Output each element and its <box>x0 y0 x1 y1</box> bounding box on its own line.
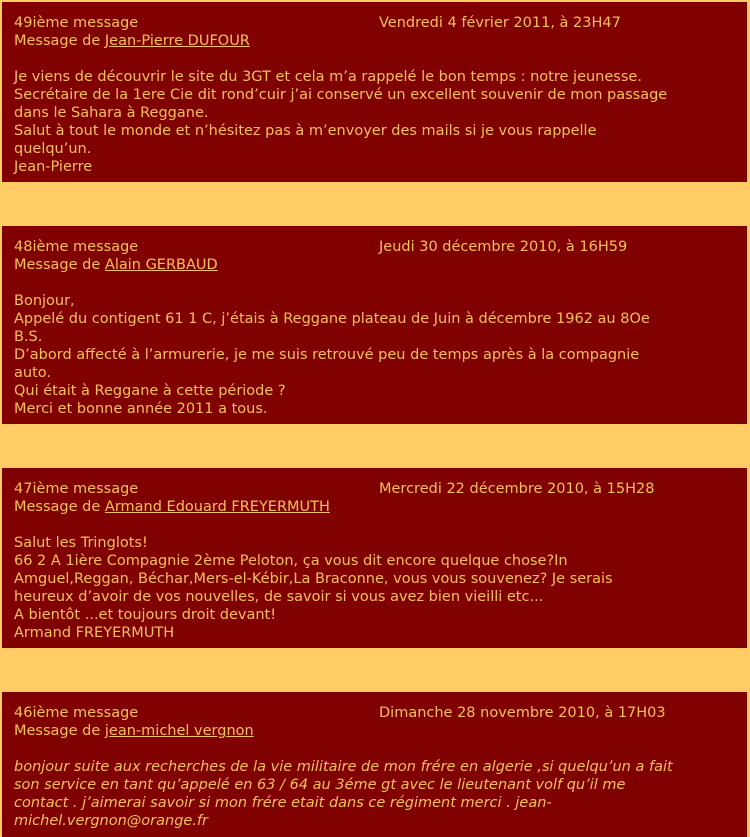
message-line: son service en tant qu’appelé en 63 / 64 au 3éme gt avec le lieutenant volf qu’il me <box>14 777 626 793</box>
message-line: Merci et bonne année 2011 a tous. <box>14 401 268 417</box>
message-body <box>14 758 737 830</box>
message-from <box>14 498 330 516</box>
message-header <box>14 704 737 740</box>
message-number: 48ième message <box>14 239 139 255</box>
author-link[interactable]: Armand Edouard FREYERMUTH <box>104 499 330 515</box>
message-header <box>14 14 737 50</box>
message-line: Amguel,Reggan, Béchar,Mers-el-Kébir,La Braconne, vous vous souvenez? Je serais <box>14 571 613 587</box>
author-link[interactable]: jean-michel vergnon <box>104 723 254 739</box>
message-line: Armand FREYERMUTH <box>14 625 175 641</box>
message-date: Mercredi 22 décembre 2010, à 15H28 <box>379 481 655 497</box>
message-49 <box>2 2 747 182</box>
message-line: Secrétaire de la 1ere Cie dit rond’cuir j’ai conservé un excellent souvenir de mon passage <box>14 87 668 103</box>
message-line: Salut les Tringlots! <box>14 535 148 551</box>
message-line: Je viens de découvrir le site du 3GT et cela m’a rappelé le bon temps : notre jeunesse. <box>14 69 642 85</box>
message-date: Jeudi 30 décembre 2010, à 16H59 <box>379 239 628 255</box>
message-header <box>14 238 737 274</box>
message-number: 46ième message <box>14 705 139 721</box>
message-48 <box>2 226 747 424</box>
from-prefix: Message de <box>14 257 101 273</box>
message-line: Salut à tout le monde et n’hésitez pas à m’envoyer des mails si je vous rappelle <box>14 123 597 139</box>
message-line: michel.vergnon@orange.fr <box>14 813 209 829</box>
message-line: Appelé du contigent 61 1 C, j’étais à Reggane plateau de Juin à décembre 1962 au 8Oe <box>14 311 650 327</box>
message-47 <box>2 468 747 648</box>
message-from <box>14 32 250 50</box>
message-header <box>14 480 737 516</box>
message-line: 66 2 A 1ière Compagnie 2ème Peloton, ça vous dit encore quelque chose?In <box>14 553 568 569</box>
message-line: Jean-Pierre <box>14 159 93 175</box>
from-prefix: Message de <box>14 499 101 515</box>
author-link[interactable]: Alain GERBAUD <box>104 257 218 273</box>
message-line: Qui était à Reggane à cette période ? <box>14 383 286 399</box>
message-line: auto. <box>14 365 51 381</box>
message-number: 47ième message <box>14 481 139 497</box>
message-line: contact . j’aimerai savoir si mon frére etait dans ce régiment merci . jean- <box>14 795 552 811</box>
message-from <box>14 256 218 274</box>
message-line: D’abord affecté à l’armurerie, je me suis retrouvé peu de temps après à la compagnie <box>14 347 640 363</box>
from-prefix: Message de <box>14 33 101 49</box>
from-prefix: Message de <box>14 723 101 739</box>
message-body <box>14 292 737 418</box>
message-number: 49ième message <box>14 15 139 31</box>
message-date: Vendredi 4 février 2011, à 23H47 <box>379 15 621 31</box>
message-46 <box>2 692 747 837</box>
message-line: Bonjour, <box>14 293 75 309</box>
message-line: A bientôt ...et toujours droit devant! <box>14 607 277 623</box>
message-body <box>14 68 737 176</box>
message-line: bonjour suite aux recherches de la vie militaire de mon frére en algerie ,si quelqu’un a fait <box>14 759 673 775</box>
message-line: quelqu’un. <box>14 141 92 157</box>
message-line: dans le Sahara à Reggane. <box>14 105 209 121</box>
message-date: Dimanche 28 novembre 2010, à 17H03 <box>379 705 666 721</box>
author-link[interactable]: Jean-Pierre DUFOUR <box>104 33 250 49</box>
message-body <box>14 534 737 642</box>
message-line: B.S. <box>14 329 43 345</box>
message-line: heureux d’avoir de vos nouvelles, de savoir si vous avez bien vieilli etc... <box>14 589 544 605</box>
message-from <box>14 722 254 740</box>
